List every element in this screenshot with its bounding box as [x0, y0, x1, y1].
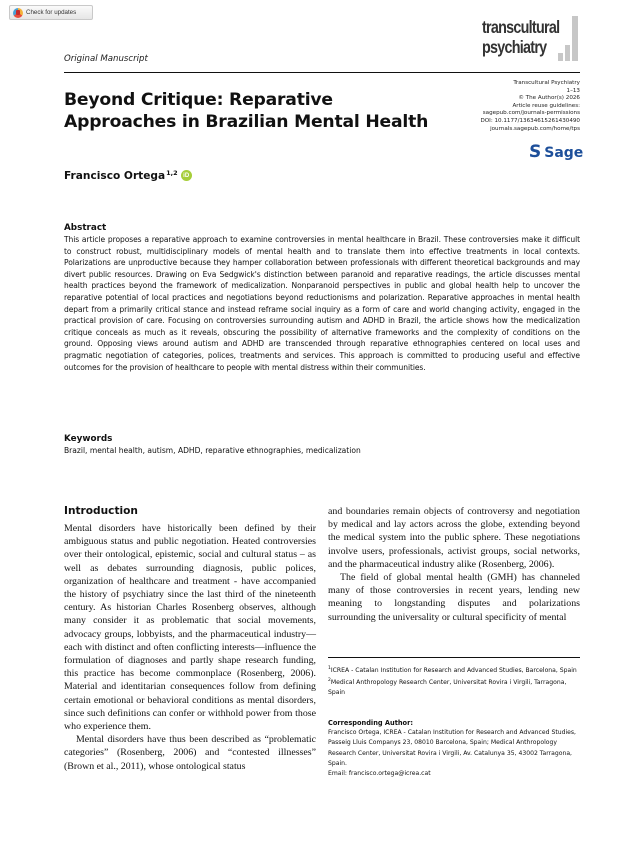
corresponding-author — [328, 718, 584, 779]
publisher-logo — [529, 144, 583, 161]
abstract-text: This article proposes a reparative approach to examine controversies in mental healthcare in Brazil. These controversies make it difficult to construct robust, multidisciplinary models of mental health and to translate them into effective treatments in local contexts. Polarizations are unproductive because they hamper collaboration between professionals with different theoretical backgrounds and may divert public resources. Drawing on Eva Sedgwick's distinction between paranoid and reparative readings, the article discusses mental health practices beyond the framework of medicalization. Nonparanoid perspectives in public and global health help to uncover the reparative potential of local practices and negotiations beyond reductionisms and polarization. Reparative approaches in mental health depart from a primarily critical stance and instead reframe social inquiry as a form of care and world changing activity, engaged in the practical provision of care. Focusing on controversies surrounding autism and ADHD in Brazil, the article shows how the medicalization critique conceals as much as it reveals, obscuring the possibility of alternative frameworks and the complexity of conditions on the ground. Opposing views around autism and ADHD are transcended through reparative ethnographies centered on local uses and pragmatic negotiation of categories, polices, treatments and services. This approach is committed to producing useful and effective outcomes for the provision of healthcare to people with mental distress within their communities. — [64, 235, 580, 372]
check-for-updates-label: Check for updates — [26, 9, 77, 16]
check-for-updates-button[interactable] — [9, 5, 93, 20]
copyright: © The Author(s) 2026 — [518, 95, 580, 102]
abstract-section — [64, 223, 580, 373]
introduction-heading: Introduction — [64, 505, 138, 517]
author-line — [64, 170, 192, 182]
affiliations — [328, 664, 584, 699]
doi-link[interactable]: DOI: 10.1177/13634615261430490 — [480, 117, 580, 124]
abstract-heading: Abstract — [64, 223, 107, 233]
email-link[interactable]: Email: francisco.ortega@icrea.cat — [328, 770, 431, 778]
article-title: Beyond Critique: Reparative Approaches in Brazilian Mental Health — [64, 90, 429, 132]
corresponding-text: Francisco Ortega, ICREA - Catalan Institution for Research and Advanced Studies, Passeig Lluis Companys 23, 08010 Barcelona, Spain; Medical Anthropology Research Center, Universitat Rovira i Virgili, Av. Catalunya 35, 43002 Tarragona, Spain. — [328, 729, 576, 767]
sage-s-icon: S — [528, 142, 542, 162]
affiliation-mark: 1 — [328, 666, 331, 671]
footnote-divider — [328, 657, 580, 658]
body-paragraph: Mental disorders have historically been defined by their ambiguous status and public negotiation. Heated controversies over their ontological, epistemic, social and cultural status – as well as debates surrounding diagnosis, public polices, organization of healthcare and treatment - have accompanied the history of psychiatry since the last third of the nineteenth century. As historian Charles Rosenberg observes, although many consider it as problematic that social movements, advocacy groups, lobbyists, and the pharmaceutical industry—each with distinct and often conflicting interests—influence the formulation of diagnoses and partly shape research funding, this practice has become commonplace (Rosenberg, 2006). Material and identitarian consequences follow from defining certain emotional or behavioral conditions as mental disorders, since such definitions can confer or withhold power from those who experience them. — [64, 523, 316, 733]
reuse-label: Article reuse guidelines: — [512, 102, 580, 109]
reuse-link[interactable]: sagepub.com/journals-permissions — [482, 110, 580, 117]
affiliation-marks: 1,2 — [166, 169, 178, 177]
article-type-label: Original Manuscript — [64, 54, 148, 64]
body-paragraph: and boundaries remain objects of controversy and negotiation by medical and lay actors across the globe, extending beyond the medical system into the public sphere. These negotiations involve users, professionals, activist groups, social networks, and the pharmaceutical industry alike (Rosenberg, 2006). — [328, 506, 580, 570]
body-paragraph: The field of global mental health (GMH) has channeled many of those controversies in recent years, lending new meaning to longstanding disputes and polarizations surrounding the universality or cultural specificity of mental — [328, 572, 580, 623]
author-name: Francisco Ortega — [64, 170, 166, 182]
keywords-heading: Keywords — [64, 434, 113, 444]
body-column-right — [328, 505, 580, 624]
header-divider — [64, 72, 580, 73]
corresponding-heading: Corresponding Author: — [328, 719, 413, 727]
keywords-section — [64, 434, 580, 456]
orcid-icon[interactable]: iD — [181, 170, 192, 181]
body-column-left — [64, 522, 316, 773]
affiliation-text: Medical Anthropology Research Center, Universitat Rovira i Virgili, Tarragona, Spain — [328, 679, 567, 697]
journal-logo — [480, 15, 584, 65]
affiliation-1 — [328, 664, 584, 676]
journal-meta — [420, 80, 580, 133]
crossmark-icon — [13, 8, 23, 18]
journal-logo-line2: psychiatry — [482, 37, 547, 57]
affiliation-mark: 2 — [328, 678, 331, 684]
keywords-text: Brazil, mental health, autism, ADHD, reparative ethnographies, medicalization — [64, 446, 361, 455]
affiliation-2 — [328, 676, 584, 698]
journal-name: Transcultural Psychiatry — [513, 80, 580, 86]
journal-logo-line1: transcultural — [482, 17, 560, 37]
page-range: 1–13 — [566, 87, 580, 94]
body-paragraph: Mental disorders have thus been described as “problematic categories” (Rosenberg, 2006) and “contested illnesses” (Brown et al., 2011), whose ontological status — [64, 734, 316, 772]
journal-home-link[interactable]: journals.sagepub.com/home/tps — [490, 125, 580, 132]
publisher-name: Sage — [544, 144, 584, 161]
affiliation-text: ICREA - Catalan Institution for Research and Advanced Studies, Barcelona, Spain — [330, 667, 577, 675]
